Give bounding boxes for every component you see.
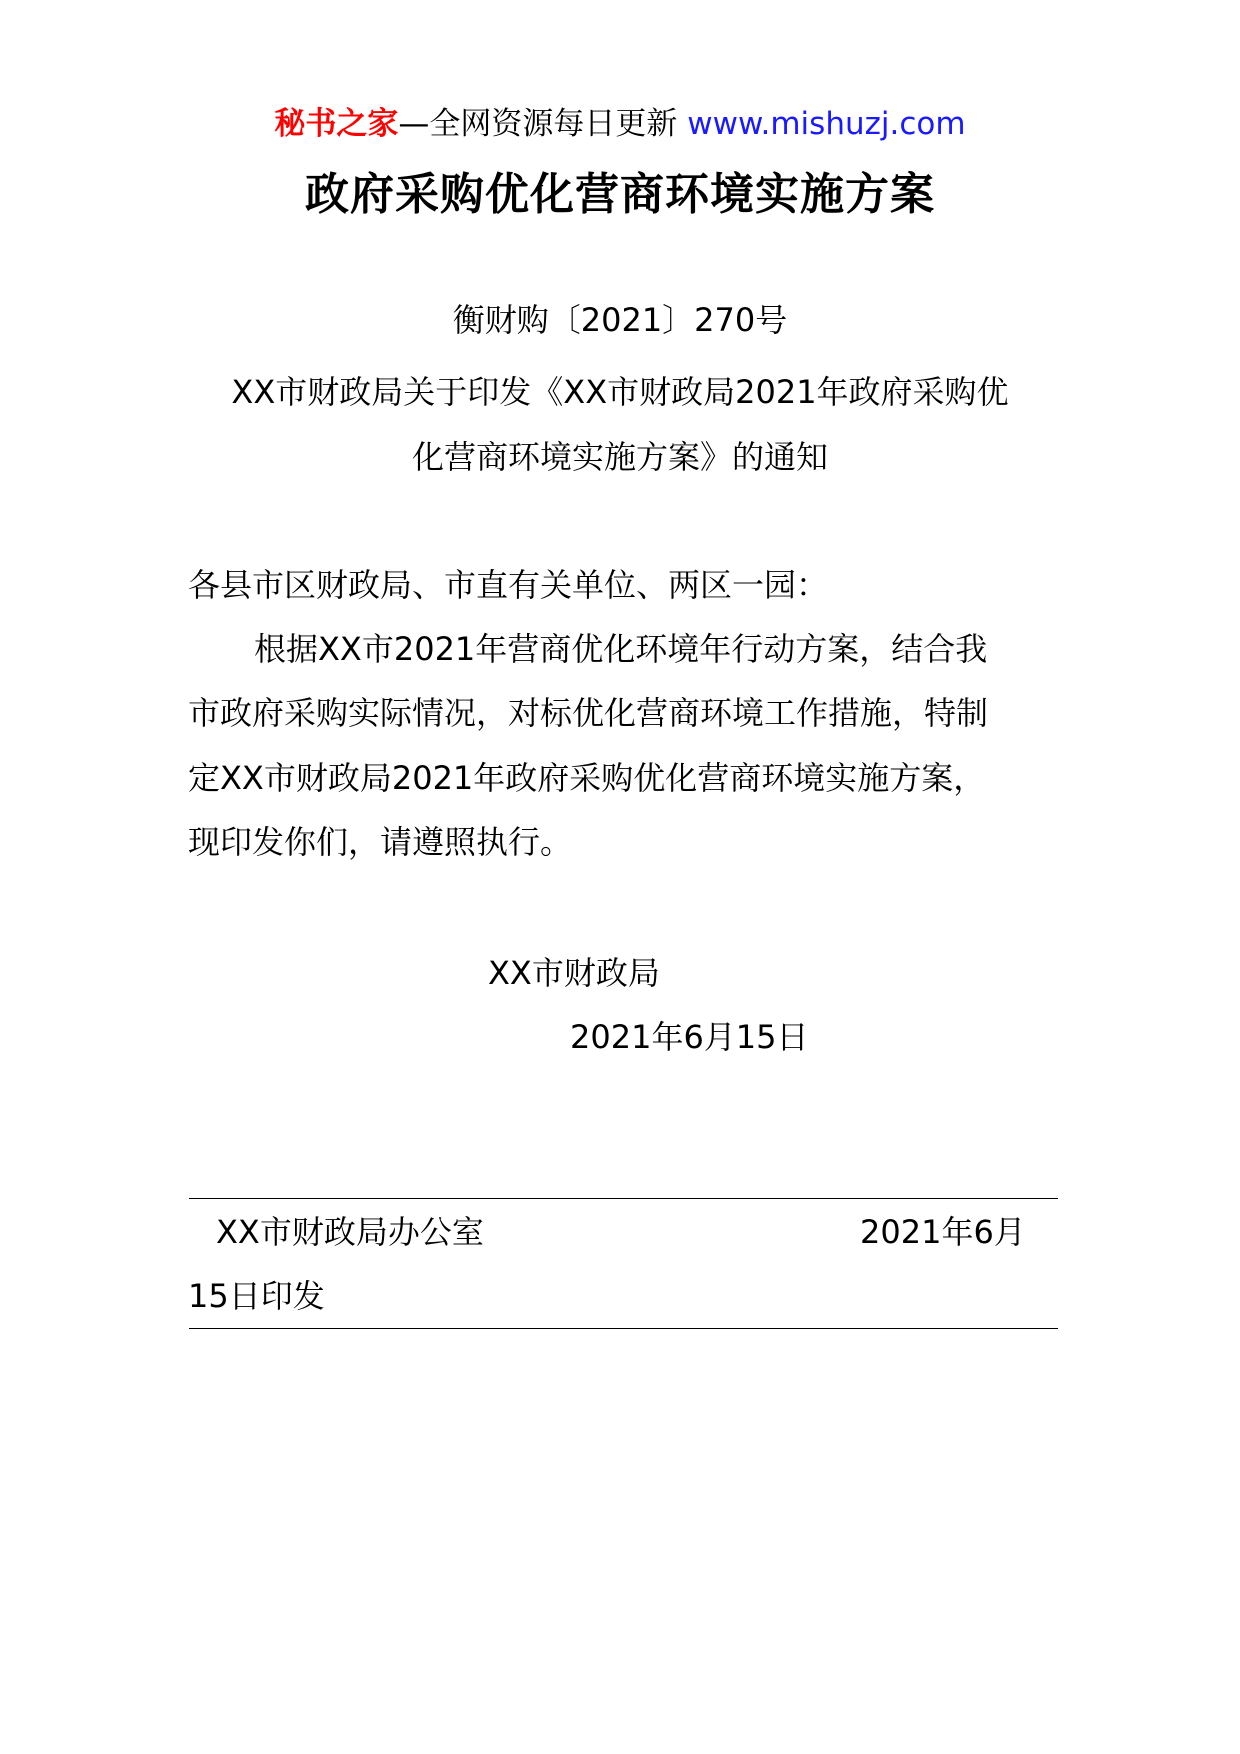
brand-name: 秘书之家: [274, 106, 399, 142]
recipients-line: 各县市区财政局、市直有关单位、两区一园：: [188, 566, 829, 604]
document-number: 衡财购〔2021〕270号: [452, 301, 788, 339]
site-url-link[interactable]: www.mishuzj.com: [687, 106, 966, 142]
footer-bottom-rule: [189, 1328, 1058, 1329]
footer-issue-date: 2021年6月: [860, 1213, 1026, 1251]
document-title: 政府采购优化营商环境实施方案: [305, 169, 935, 220]
notice-title-line-1: XX市财政局关于印发《XX市财政局2021年政府采购优: [231, 373, 1009, 411]
notice-title-line-2: 化营商环境实施方案》的通知: [411, 438, 828, 476]
footer-top-rule: [189, 1198, 1058, 1199]
body-line: 定XX市财政局2021年政府采购优化营商环境实施方案，: [188, 759, 986, 797]
footer-issuer: XX市财政局办公室: [216, 1213, 484, 1251]
body-line: 根据XX市2021年营商优化环境年行动方案，结合我: [254, 630, 988, 668]
footer-issue-date-continued: 15日印发: [188, 1277, 325, 1315]
site-header: [0, 100, 1240, 148]
body-line: 现印发你们，请遵照执行。: [188, 823, 573, 861]
body-line: 市政府采购实际情况，对标优化营商环境工作措施，特制: [188, 694, 989, 732]
site-slogan: —全网资源每日更新: [398, 106, 678, 142]
signature-organization: XX市财政局: [488, 954, 660, 992]
signature-date: 2021年6月15日: [570, 1018, 809, 1056]
notice-title: [190, 360, 1050, 490]
